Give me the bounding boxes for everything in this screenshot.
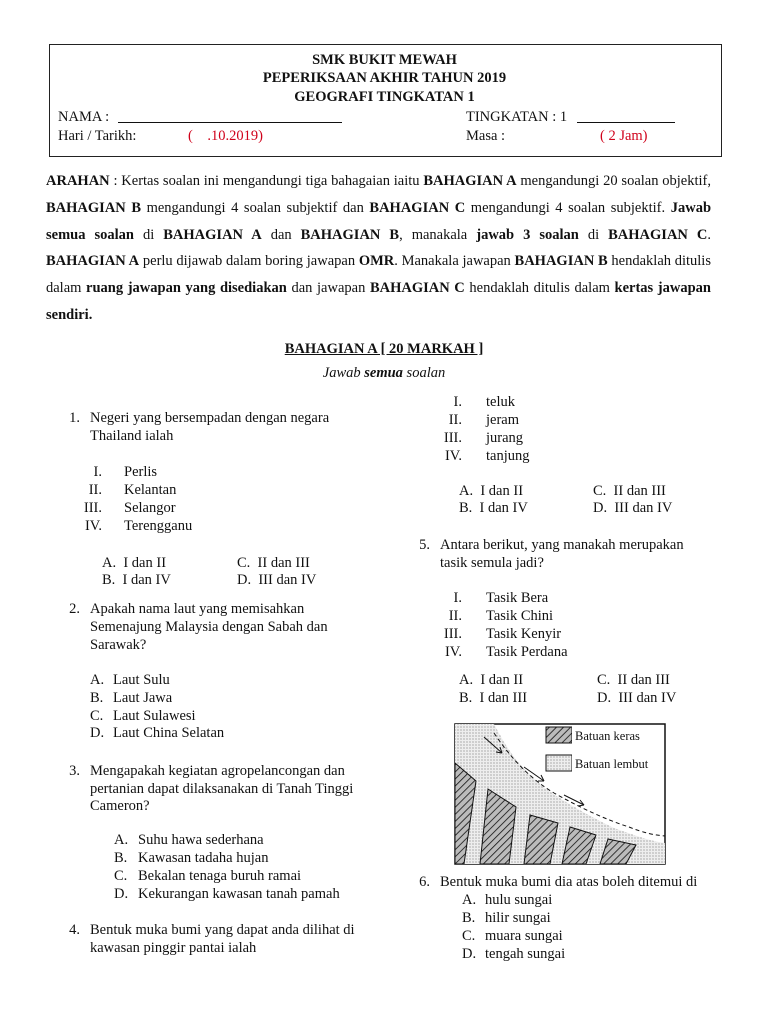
q5-item: Tasik Perdana xyxy=(486,644,568,660)
q4-item: jeram xyxy=(486,412,520,428)
river-bed-figure xyxy=(454,723,666,865)
q1-item: Selangor xyxy=(124,500,176,516)
q2-line2: Semenajung Malaysia dengan Sabah dan xyxy=(90,619,328,635)
q6-option-a[interactable]: A. hulu sungai xyxy=(462,892,553,908)
masa-label: Masa : xyxy=(466,128,506,144)
q5-option-b[interactable]: B. I dan III xyxy=(459,690,528,706)
q5-roman: III. xyxy=(443,626,462,642)
q5-roman: IV. xyxy=(444,644,462,660)
q4-line1: Bentuk muka bumi yang dapat anda dilihat di xyxy=(90,922,355,938)
q3-line1: Mengapakah kegiatan agropelancongan dan xyxy=(90,763,345,779)
q4-roman: II. xyxy=(448,412,462,428)
q5-item: Tasik Kenyir xyxy=(486,626,562,642)
q6-option-b[interactable]: B. hilir sungai xyxy=(462,910,551,926)
q3-option-a[interactable]: A. Suhu hawa sederhana xyxy=(114,832,264,848)
nama-label: NAMA : xyxy=(58,109,110,125)
q2-option-c[interactable]: C. Laut Sulawesi xyxy=(90,708,196,724)
q4-item: teluk xyxy=(486,394,515,410)
q6-number: 6. xyxy=(419,874,430,890)
q2-option-b[interactable]: B. Laut Jawa xyxy=(90,690,173,706)
subject-title: GEOGRAFI TINGKATAN 1 xyxy=(294,89,475,105)
q4-option-c[interactable]: C. II dan III xyxy=(593,483,666,499)
q2-option-a[interactable]: A. Laut Sulu xyxy=(90,672,170,688)
q1-line2: Thailand ialah xyxy=(90,428,174,444)
school-name: SMK BUKIT MEWAH xyxy=(312,52,457,68)
q5-roman: I. xyxy=(453,590,462,606)
q5-line1: Antara berikut, yang manakah merupakan xyxy=(440,537,684,553)
section-title: BAHAGIAN A [ 20 MARKAH ] xyxy=(284,341,484,357)
q5-item: Tasik Bera xyxy=(486,590,549,606)
q1-option-a[interactable]: A. I dan II xyxy=(102,555,167,571)
q5-option-a[interactable]: A. I dan II xyxy=(459,672,524,688)
instructions: ARAHAN : Kertas soalan ini mengandungi tiga bahagaian iaitu BAHAGIAN A mengandungi 20 soalan objektif, BAHAGIAN B mengandungi 4 soalan subjektif dan BAHAGIAN C mengandungi 4 soalan subjektif. Jawab semua soalan di BAHAGIAN A dan BAHAGIAN B, manakala jawab 3 soalan di BAHAGIAN C. BAHAGIAN A perlu dijawab dalam boring jawapan OMR. Manakala jawapan BAHAGIAN B hendaklah ditulis dalam ruang jawapan yang disediakan dan jawapan BAHAGIAN C hendaklah ditulis dalam kertas jawapan sendiri. xyxy=(46,173,712,323)
q1-option-c[interactable]: C. II dan III xyxy=(237,555,310,571)
q6-option-c[interactable]: C. muara sungai xyxy=(462,928,563,944)
q1-roman: II. xyxy=(88,482,102,498)
legend-soft-rock: Batuan lembut xyxy=(575,757,649,771)
q1-option-d[interactable]: D. III dan IV xyxy=(237,572,317,588)
section-instruction: Jawab semua soalan xyxy=(322,365,446,381)
q4-number: 4. xyxy=(69,922,80,938)
tingkatan-field[interactable] xyxy=(577,108,675,123)
q6-option-d[interactable]: D. tengah sungai xyxy=(462,946,566,962)
q4-roman: III. xyxy=(443,430,462,446)
q1-number: 1. xyxy=(69,410,80,426)
q4-line2: kawasan pinggir pantai ialah xyxy=(90,940,257,956)
q3-line2: pertanian dapat dilaksanakan di Tanah Tinggi xyxy=(90,781,354,797)
hari-tarikh-label: Hari / Tarikh: xyxy=(58,128,137,144)
q2-line3: Sarawak? xyxy=(90,637,147,653)
q1-item: Perlis xyxy=(124,464,158,480)
q1-roman: I. xyxy=(93,464,102,480)
q1-option-b[interactable]: B. I dan IV xyxy=(102,572,171,588)
q2-line1: Apakah nama laut yang memisahkan xyxy=(90,601,305,617)
q1-roman: IV. xyxy=(84,518,102,534)
tingkatan-label: TINGKATAN : 1 xyxy=(466,109,568,125)
q4-option-b[interactable]: B. I dan IV xyxy=(459,500,528,516)
q6-line1: Bentuk muka bumi dia atas boleh ditemui di xyxy=(440,874,698,890)
q4-option-a[interactable]: A. I dan II xyxy=(459,483,524,499)
q5-option-d[interactable]: D. III dan IV xyxy=(597,690,677,706)
q3-line3: Cameron? xyxy=(90,798,150,814)
nama-field[interactable] xyxy=(118,108,342,123)
q2-option-d[interactable]: D. Laut China Selatan xyxy=(90,725,225,741)
legend-hard-rock: Batuan keras xyxy=(575,729,640,743)
q3-option-d[interactable]: D. Kekurangan kawasan tanah pamah xyxy=(114,886,340,902)
q3-option-c[interactable]: C. Bekalan tenaga buruh ramai xyxy=(114,868,302,884)
q3-number: 3. xyxy=(69,763,80,779)
q1-item: Terengganu xyxy=(124,518,193,534)
q1-roman: III. xyxy=(83,500,102,516)
q4-roman: I. xyxy=(453,394,462,410)
q5-item: Tasik Chini xyxy=(486,608,554,624)
q5-roman: II. xyxy=(448,608,462,624)
q4-item: jurang xyxy=(486,430,524,446)
q2-number: 2. xyxy=(69,601,80,617)
date-value: ( .10.2019) xyxy=(188,128,263,144)
q5-option-c[interactable]: C. II dan III xyxy=(597,672,670,688)
q4-roman: IV. xyxy=(444,448,462,464)
q5-number: 5. xyxy=(419,537,430,553)
exam-title: PEPERIKSAAN AKHIR TAHUN 2019 xyxy=(262,70,507,86)
q4-option-d[interactable]: D. III dan IV xyxy=(593,500,673,516)
q4-item: tanjung xyxy=(486,448,530,464)
q5-line2: tasik semula jadi? xyxy=(440,555,544,571)
q1-line1: Negeri yang bersempadan dengan negara xyxy=(90,410,330,426)
q3-option-b[interactable]: B. Kawasan tadaha hujan xyxy=(114,850,269,866)
q1-item: Kelantan xyxy=(124,482,177,498)
masa-value: ( 2 Jam) xyxy=(600,128,648,144)
